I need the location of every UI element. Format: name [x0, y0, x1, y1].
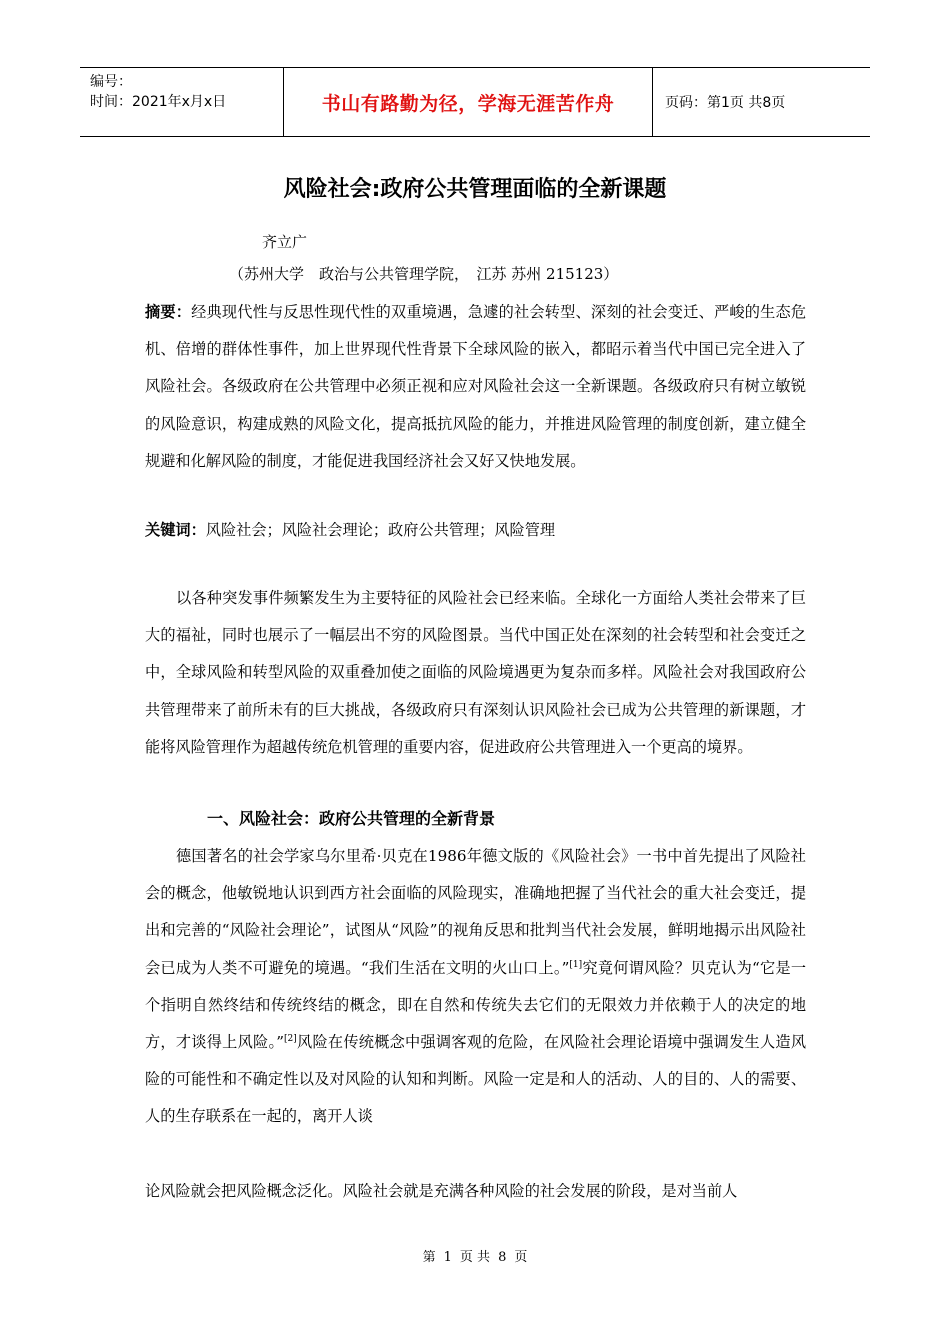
section1-paragraph	[145, 838, 806, 1136]
keywords-text: 风险社会；风险社会理论；政府公共管理；风险管理	[205, 521, 556, 539]
reference-2: [2]	[284, 1033, 297, 1044]
abstract-label: 摘要：	[145, 303, 192, 321]
header-meta	[80, 68, 283, 136]
document-title: 风险社会:政府公共管理面临的全新课题	[283, 177, 667, 202]
affiliation: （苏州大学 政治与公共管理学院， 江苏 苏州 215123）	[229, 265, 619, 283]
header-page-info: 页码：第1页 共8页	[665, 95, 786, 111]
keywords-label: 关键词：	[145, 521, 206, 539]
footer-page-number: 1	[443, 1250, 452, 1265]
intro-paragraph: 以各种突发事件频繁发生为主要特征的风险社会已经来临。全球化一方面给人类社会带来了巨大的福祉，同时也展示了一幅层出不穷的风险图景。当代中国正处在深刻的社会转型和社会变迁之中，全球风险和转型风险的双重叠加使之面临的风险境遇更为复杂而多样。风险社会对我国政府公共管理带来了前所未有的巨大挑战，各级政府只有深刻认识风险社会已成为公共管理的新课题，才能将风险管理作为超越传统危机管理的重要内容，促进政府公共管理进入一个更高的境界。	[145, 589, 806, 756]
footer-total-pages: 8	[498, 1250, 507, 1265]
section1-continuation: 论风险就会把风险概念泛化。风险社会就是充满各种风险的社会发展的阶段，是对当前人	[145, 1182, 738, 1200]
date-label: 时间：2021年x月x日	[90, 94, 227, 110]
abstract-text: 经典现代性与反思性现代性的双重境遇，急遽的社会转型、深刻的社会变迁、严峻的生态危机、倍增的群体性事件，加上世界现代性背景下全球风险的嵌入，都昭示着当代中国已完全进入了风险社会。各级政府在公共管理中必须正视和应对风险社会这一全新课题。各级政府只有树立敏锐的风险意识，构建成熟的风险文化，提高抵抗风险的能力，并推进风险管理的制度创新，建立健全规避和化解风险的制度，才能促进我国经济社会又好又快地发展。	[145, 303, 807, 470]
section1-text-a: 德国著名的社会学家乌尔里希·贝克在1986年德文版的《风险社会》一书中首先提出了风险社会的概念，他敏锐地认识到西方社会面临的风险现实，准确地把握了当代社会的重大社会变迁，提出和完善的“风险社会理论”，试图从“风险”的视角反思和批判当代社会发展，鲜明地揭示出风险社会已成为人类不可避免的境遇。“我们生活在文明的火山口上。”	[145, 847, 806, 977]
reference-1: [1]	[569, 959, 583, 970]
section1-text-c: 风险在传统概念中强调客观的危险，在风险社会理论语境中强调发生人造风险的可能性和不确定性以及对风险的认知和判断。风险一定是和人的活动、人的目的、人的需要、人的生存联系在一起的，离开人谈	[145, 1033, 807, 1126]
keywords	[145, 512, 806, 549]
section-heading: 一、风险社会：政府公共管理的全新背景	[207, 809, 496, 828]
footer-prefix: 第	[422, 1250, 436, 1265]
footer-suffix: 页	[514, 1250, 528, 1265]
page-footer	[0, 1246, 950, 1265]
section1-text-b: 究竟何谓风险？贝克认为“它是一个指明自然终结和传统终结的概念，即在自然和传统失去它们的无限效力并依赖于人的决定的地方，才谈得上风险。”	[145, 958, 807, 1052]
header-motto: 书山有路勤为径，学海无涯苦作舟	[283, 68, 653, 136]
author: 齐立广	[262, 233, 308, 251]
number-label: 编号：	[90, 74, 132, 90]
document-header	[80, 67, 870, 137]
abstract	[145, 294, 806, 480]
footer-mid: 页 共	[459, 1250, 491, 1265]
